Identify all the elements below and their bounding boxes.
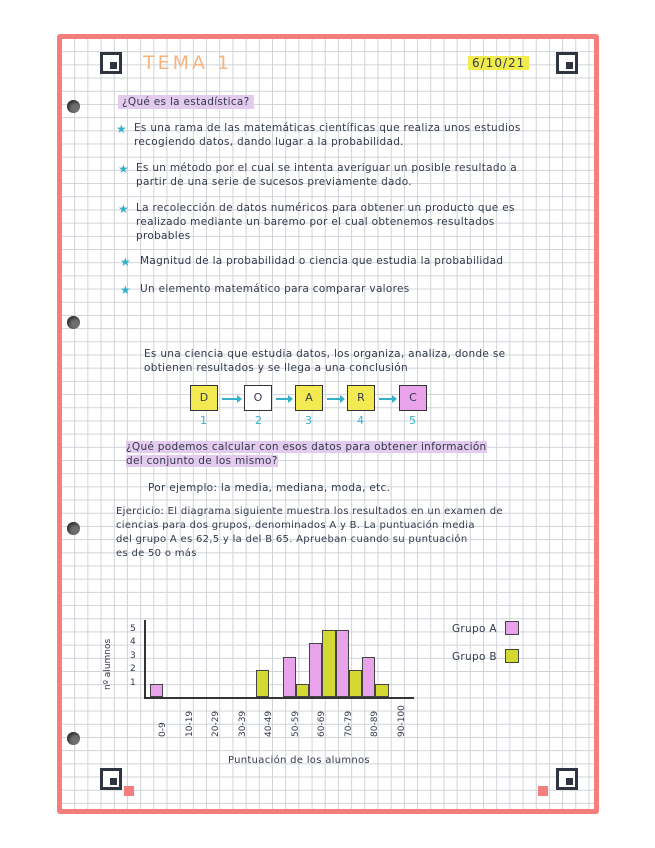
star-bullet-icon: ★	[118, 202, 129, 216]
page-title: TEMA 1	[143, 52, 233, 74]
flow-box: R	[347, 385, 375, 411]
arrow-right-icon	[379, 398, 393, 400]
flow-box: C	[399, 385, 427, 411]
x-tick-label: 70-79	[343, 710, 354, 737]
binder-hole	[67, 316, 80, 329]
histogram-bar	[336, 630, 349, 697]
exercise-text: Ejercicio: El diagrama siguiente muestra los resultados en un examen de ciencias para dos grupos, denominados A y B. La puntuación media del grupo A es 62,5 y la del B 65. Aprueban cuando su puntuación es de 50 o más	[116, 506, 503, 559]
histogram-bar	[256, 670, 269, 697]
corner-marker-icon	[556, 52, 578, 74]
legend-label-a: Grupo A	[452, 623, 497, 635]
histogram-bar	[283, 657, 296, 697]
histogram-bar	[296, 684, 309, 697]
x-axis	[144, 697, 414, 699]
bullet-3: La recolección de datos numéricos para obtener un producto que es realizado mediante un baremo por el cual obtenemos resultados probables	[136, 202, 515, 242]
example-text: Por ejemplo: la media, mediana, moda, etc.	[148, 482, 391, 494]
histogram-bar	[309, 643, 322, 697]
y-axis	[144, 620, 146, 698]
flow-number: 3	[305, 414, 312, 427]
corner-marker-icon	[100, 52, 122, 74]
flow-number: 1	[200, 414, 207, 427]
pink-marker	[124, 786, 134, 796]
x-tick-label: 10-19	[184, 710, 195, 737]
star-bullet-icon: ★	[116, 122, 127, 136]
x-tick-label: 30-39	[237, 710, 248, 737]
x-tick-label: 60-69	[317, 710, 327, 737]
legend-label-b: Grupo B	[452, 651, 497, 663]
date-label: 6/10/21	[468, 56, 529, 70]
flow-number: 4	[357, 414, 364, 427]
histogram-bar	[349, 670, 362, 697]
y-tick-label: 4	[130, 637, 136, 648]
binder-hole	[67, 732, 80, 745]
binder-hole	[67, 100, 80, 113]
y-tick-label: 1	[130, 677, 136, 688]
corner-marker-icon	[556, 768, 578, 790]
x-axis-label: Puntuación de los alumnos	[228, 755, 370, 766]
binder-hole	[67, 522, 80, 535]
legend-swatch-a	[505, 621, 519, 635]
histogram-bar	[150, 684, 163, 697]
x-tick-label: 40-49	[264, 710, 274, 737]
x-tick-label: 20-29	[211, 710, 221, 737]
star-bullet-icon: ★	[120, 283, 131, 297]
x-tick-label: 50-59	[290, 710, 301, 737]
arrow-right-icon	[222, 398, 238, 400]
flow-box: A	[295, 385, 323, 411]
histogram-bar	[362, 657, 375, 697]
flow-box: D	[190, 385, 218, 411]
question-2: ¿Qué podemos calcular con esos datos para obtener información del conjunto de los mismo?	[126, 441, 487, 467]
corner-marker-icon	[100, 768, 122, 790]
flow-box: O	[244, 385, 272, 411]
histogram-bar	[322, 630, 335, 697]
star-bullet-icon: ★	[120, 255, 131, 269]
x-tick-label: 0-9	[158, 722, 168, 737]
y-tick-label: 5	[130, 624, 136, 634]
bullet-4: Magnitud de la probabilidad o ciencia que estudia la probabilidad	[140, 255, 504, 267]
bullet-2: Es un método por el cual se intenta averiguar un posible resultado a partir de una serie de sucesos previamente dado.	[136, 162, 517, 188]
bullet-1: Es una rama de las matemáticas científicas que realiza unos estudios recogiendo datos, dando lugar a la probabilidad.	[134, 122, 521, 148]
y-axis-label: nº alumnos	[103, 638, 113, 690]
arrow-right-icon	[327, 398, 341, 400]
pink-marker	[538, 786, 548, 796]
question-heading: ¿Qué es la estadística?	[118, 95, 254, 109]
arrow-right-icon	[276, 398, 289, 400]
summary-text: Es una ciencia que estudia datos, los organiza, analiza, donde se obtienen resultados y se llega a una conclusión	[144, 348, 506, 374]
histogram-bar	[375, 684, 388, 697]
star-bullet-icon: ★	[118, 162, 129, 176]
bullet-5: Un elemento matemático para comparar valores	[140, 283, 410, 295]
flow-number: 2	[255, 414, 262, 427]
x-tick-label: 80-89	[370, 710, 380, 737]
flow-number: 5	[409, 414, 416, 427]
y-tick-label: 3	[130, 650, 136, 661]
x-tick-label: 90-100	[396, 705, 407, 737]
y-tick-label: 2	[130, 664, 136, 675]
legend-swatch-b	[505, 649, 519, 663]
